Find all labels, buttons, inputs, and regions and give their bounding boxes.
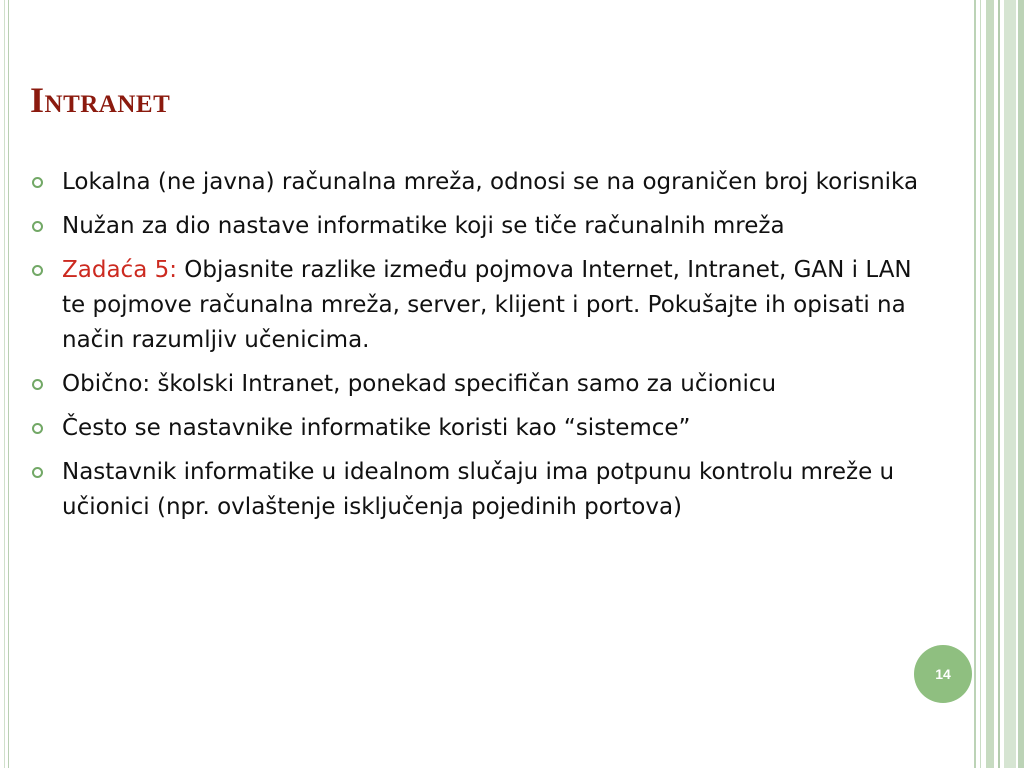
stripe <box>974 0 976 768</box>
bullet-item <box>32 165 942 200</box>
stripe <box>980 0 981 768</box>
bullet-text: Nastavnik informatike u idealnom slučaju ima potpunu kontrolu mreže u učionici (npr. ovlaštenje isključenja pojedinih portova) <box>62 459 895 520</box>
bullet-text: Nužan za dio nastave informatike koji se tiče računalnih mreža <box>62 213 785 239</box>
page-number: 14 <box>935 666 951 682</box>
bullet-ring-icon <box>32 423 43 434</box>
bullet-ring-icon <box>32 467 43 478</box>
bullet-text: Obično: školski Intranet, ponekad specifičan samo za učionicu <box>62 371 777 397</box>
bullet-item <box>32 209 942 244</box>
bullet-ring-icon <box>32 221 43 232</box>
page-number-badge <box>914 645 972 703</box>
stripe <box>998 0 1000 768</box>
bullet-text: Lokalna (ne javna) računalna mreža, odnosi se na ograničen broj korisnika <box>62 169 919 195</box>
bullet-ring-icon <box>32 379 43 390</box>
bullet-ring-icon <box>32 177 43 188</box>
stripe <box>1018 0 1024 768</box>
bullet-ring-icon <box>32 265 43 276</box>
bullet-item <box>32 367 942 402</box>
stripe <box>1004 0 1016 768</box>
left-frame-line <box>0 0 9 768</box>
bullet-text: Objasnite razlike između pojmova Internet, Intranet, GAN i LAN te pojmove računalna mreža, server, klijent i port. Pokušajte ih opisati na način razumljiv učenicima. <box>62 257 912 353</box>
bullet-text: Često se nastavnike informatike koristi kao “sistemce” <box>62 415 691 441</box>
stripe <box>986 0 994 768</box>
bullet-list <box>32 165 942 534</box>
right-decorative-stripes <box>974 0 1024 768</box>
bullet-highlight-label: Zadaća 5: <box>62 257 177 283</box>
slide-title: Intranet <box>30 80 171 120</box>
bullet-item <box>32 455 942 525</box>
bullet-item <box>32 253 942 358</box>
bullet-item <box>32 411 942 446</box>
